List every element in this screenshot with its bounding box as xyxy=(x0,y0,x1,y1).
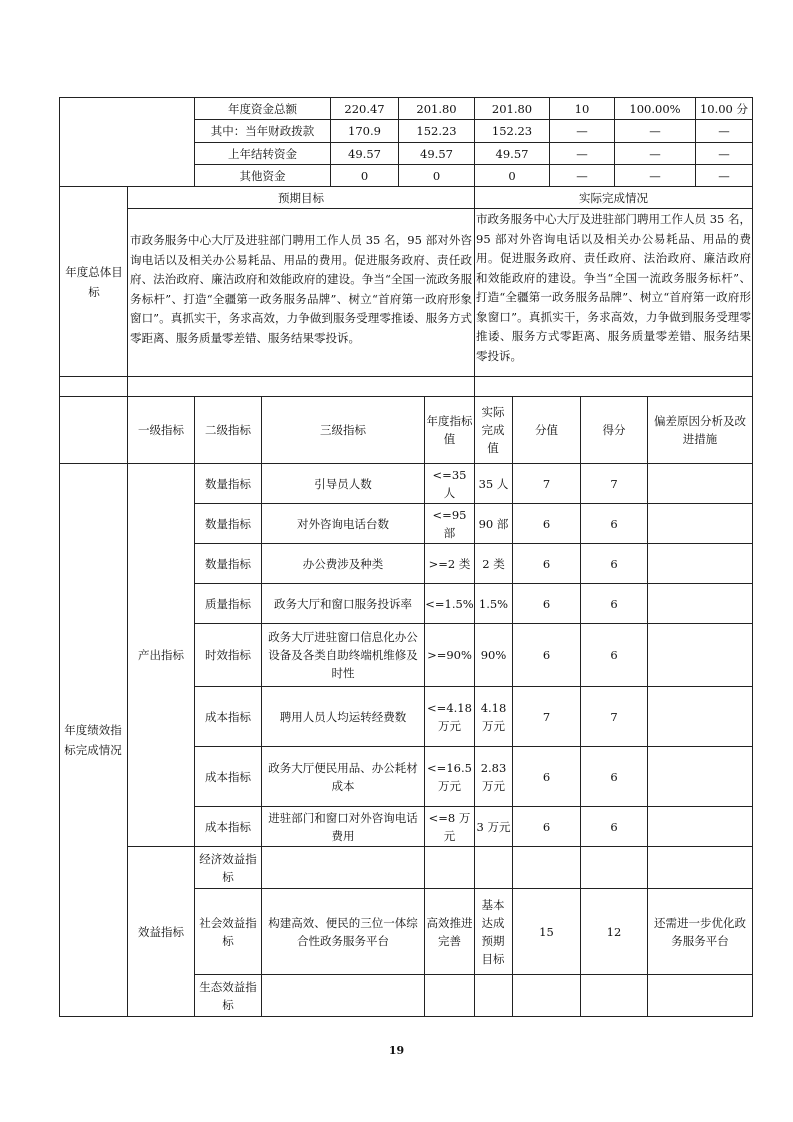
score-cell xyxy=(581,975,647,1016)
level3-cell: 政务大厅进驻窗口信息化办公设备及各类自助终端机维修及时性 xyxy=(268,630,418,680)
score-cell: 6 xyxy=(610,556,618,571)
score-cell: 6 xyxy=(610,596,618,611)
budget-cell: 49.57 xyxy=(420,146,453,161)
value-cell xyxy=(513,975,580,1016)
note-cell xyxy=(648,975,752,1016)
level2-cell: 质量指标 xyxy=(205,596,251,611)
score-cell xyxy=(581,847,647,888)
perf-header-score: 得分 xyxy=(602,423,626,437)
level3-cell xyxy=(264,975,422,1016)
level2-cell: 数量指标 xyxy=(205,476,251,491)
score-cell: 6 xyxy=(610,819,618,834)
perf-header-level3: 三级指标 xyxy=(320,423,366,437)
score-cell: 6 xyxy=(610,648,618,662)
rule xyxy=(59,1016,753,1017)
rule xyxy=(59,97,60,1017)
level2-cell: 经济效益指标 xyxy=(199,851,257,884)
perf-header-score-value: 分值 xyxy=(535,423,558,437)
actual-cell: 35 人 xyxy=(478,476,509,491)
level3-cell: 构建高效、便民的三位一体综合性政务服务平台 xyxy=(268,915,418,948)
rule xyxy=(59,376,753,377)
level2-cell: 成本指标 xyxy=(205,709,251,724)
budget-cell: — xyxy=(649,124,661,138)
budget-cell: 152.23 xyxy=(491,124,533,138)
level2-cell: 数量指标 xyxy=(205,556,251,571)
budget-cell: — xyxy=(576,146,588,161)
budget-cell: 201.80 xyxy=(416,101,457,116)
target-cell: 高效推进完善 xyxy=(426,915,473,948)
budget-cell: 201.80 xyxy=(491,101,533,116)
budget-cell: — xyxy=(576,168,588,183)
budget-cell: 220.47 xyxy=(344,101,385,116)
level3-cell: 引导员人数 xyxy=(314,476,372,491)
target-cell xyxy=(425,847,474,888)
actual-cell: 3 万元 xyxy=(476,819,511,834)
rule xyxy=(261,396,262,1017)
value-cell: 6 xyxy=(542,516,551,531)
note-cell xyxy=(648,747,752,806)
note-cell xyxy=(648,464,752,503)
target-cell: <=16.5 万元 xyxy=(427,760,472,793)
goal-section-label: 年度总体目标 xyxy=(65,264,123,299)
budget-cell: — xyxy=(718,124,730,138)
target-cell: >=2 类 xyxy=(428,556,471,571)
level3-cell: 政务大厅和窗口服务投诉率 xyxy=(274,596,412,611)
actual-cell: 2 类 xyxy=(482,556,505,571)
value-cell: 6 xyxy=(542,819,551,834)
budget-cell: — xyxy=(718,168,730,183)
level3-cell: 聘用人员人均运转经费数 xyxy=(279,709,407,724)
output-indicator-label: 产出指标 xyxy=(138,648,184,662)
note-cell xyxy=(648,584,752,623)
level3-cell xyxy=(264,847,422,888)
level2-cell: 时效指标 xyxy=(205,648,251,662)
budget-cell: — xyxy=(649,146,661,161)
target-cell xyxy=(425,975,474,1016)
budget-cell: 49.57 xyxy=(495,146,529,161)
score-cell: 7 xyxy=(610,709,618,724)
target-cell: <=1.5% xyxy=(425,596,474,611)
target-cell: <=95 部 xyxy=(432,507,467,540)
value-cell: 15 xyxy=(539,924,554,939)
goal-actual-text: 市政务服务中心大厅及进驻部门聘用工作人员 35 名，95 部对外咨询电话以及相关办公易耗品、用品的费用。促进服务政府、责任政府、法治政府、廉洁政府和效能政府的建设。争当“全国一流政务服务标杆”、打造“全疆第一政务服务品牌”、树立“首府第一政府形象窗口”。真抓实干，务求高效，力争做到服务受理零推诿、服务方式零距离、服务质量零差错、服务结果零投诉。 xyxy=(476,212,751,363)
actual-cell: 基本达成预期目标 xyxy=(481,897,505,966)
budget-label: 上年结转资金 xyxy=(228,146,297,161)
rule xyxy=(474,97,475,397)
budget-cell: — xyxy=(576,124,588,138)
note-cell xyxy=(648,624,752,686)
value-cell: 6 xyxy=(542,648,551,662)
target-cell: <=35 人 xyxy=(432,467,467,500)
perf-section-label: 年度绩效指标完成情况 xyxy=(64,723,122,757)
value-cell: 6 xyxy=(542,556,551,571)
budget-cell: — xyxy=(649,168,661,183)
budget-label: 其中：当年财政拨款 xyxy=(210,124,315,138)
value-cell: 6 xyxy=(542,596,551,611)
perf-header-target: 年度指标值 xyxy=(426,414,473,446)
budget-cell: 10.00 分 xyxy=(699,101,749,116)
note-cell xyxy=(648,544,752,583)
goal-expected-text: 市政务服务中心大厅及进驻部门聘用工作人员 35 名，95 部对外咨询电话以及相关办公易耗品、用品的费用。促进服务政府、责任政府、法治政府、廉洁政府和效能政府的建设。争当“全国一流政务服务标杆”、打造“全疆第一政务服务品牌”、树立“首府第一政府形象窗口”。真抓实干，务求高效，力争做到服务受理零推诿、服务方式零距离、服务质量零差错、服务结果零投诉。 xyxy=(130,233,472,345)
level2-cell: 成本指标 xyxy=(205,769,251,784)
level2-cell: 成本指标 xyxy=(205,819,251,834)
note-cell xyxy=(648,687,752,746)
target-cell: <=4.18 万元 xyxy=(427,700,472,733)
note-cell xyxy=(648,504,752,543)
rule xyxy=(752,97,753,1017)
goal-expected-header: 预期目标 xyxy=(278,190,324,205)
actual-cell: 90% xyxy=(480,648,507,662)
budget-cell: — xyxy=(718,146,730,161)
perf-header-deviation: 偏差原因分析及改进措施 xyxy=(654,414,746,446)
level3-cell: 进驻部门和窗口对外咨询电话费用 xyxy=(268,810,418,843)
actual-cell: 4.18 万元 xyxy=(480,700,507,733)
actual-cell xyxy=(475,847,512,888)
score-cell: 12 xyxy=(606,924,622,939)
budget-label: 年度资金总额 xyxy=(228,101,297,116)
actual-cell xyxy=(475,975,512,1016)
budget-cell: 10 xyxy=(574,101,590,116)
budget-cell: 49.57 xyxy=(348,146,381,161)
level3-cell: 政务大厅便民用品、办公耗材成本 xyxy=(268,760,418,793)
rule xyxy=(127,208,753,209)
score-cell: 6 xyxy=(610,516,618,531)
target-cell: >=90% xyxy=(427,648,472,662)
perf-header-level1: 一级指标 xyxy=(138,423,184,437)
note-cell: 还需进一步优化政务服务平台 xyxy=(654,915,746,948)
budget-cell: 0 xyxy=(432,168,441,183)
level2-cell: 社会效益指标 xyxy=(199,915,257,948)
level3-cell: 办公费涉及种类 xyxy=(302,556,384,571)
actual-cell: 2.83 万元 xyxy=(480,760,507,793)
level2-cell: 生态效益指标 xyxy=(199,979,257,1012)
target-cell: <=8 万元 xyxy=(428,810,471,843)
budget-cell: 100.00% xyxy=(629,101,681,116)
note-cell xyxy=(648,807,752,846)
score-cell: 7 xyxy=(610,476,618,491)
perf-header-actual: 实际完成值 xyxy=(481,405,505,455)
goal-actual-header: 实际完成情况 xyxy=(579,190,648,205)
budget-cell: 170.9 xyxy=(348,124,381,138)
level3-cell: 对外咨询电话台数 xyxy=(297,516,389,531)
value-cell: 7 xyxy=(542,476,551,491)
value-cell: 6 xyxy=(542,769,551,784)
page-number: 19 xyxy=(388,1044,405,1057)
budget-cell: 152.23 xyxy=(416,124,457,138)
actual-cell: 90 部 xyxy=(478,516,509,531)
value-cell: 7 xyxy=(542,709,551,724)
budget-cell: 0 xyxy=(360,168,369,183)
actual-cell: 1.5% xyxy=(478,596,509,611)
perf-header-level2: 二级指标 xyxy=(205,423,251,437)
level2-cell: 数量指标 xyxy=(205,516,251,531)
budget-label: 其他资金 xyxy=(239,168,286,183)
score-cell: 6 xyxy=(610,769,618,784)
benefit-indicator-label: 效益指标 xyxy=(138,924,184,939)
value-cell xyxy=(513,847,580,888)
note-cell xyxy=(648,847,752,888)
budget-cell: 0 xyxy=(508,168,516,183)
